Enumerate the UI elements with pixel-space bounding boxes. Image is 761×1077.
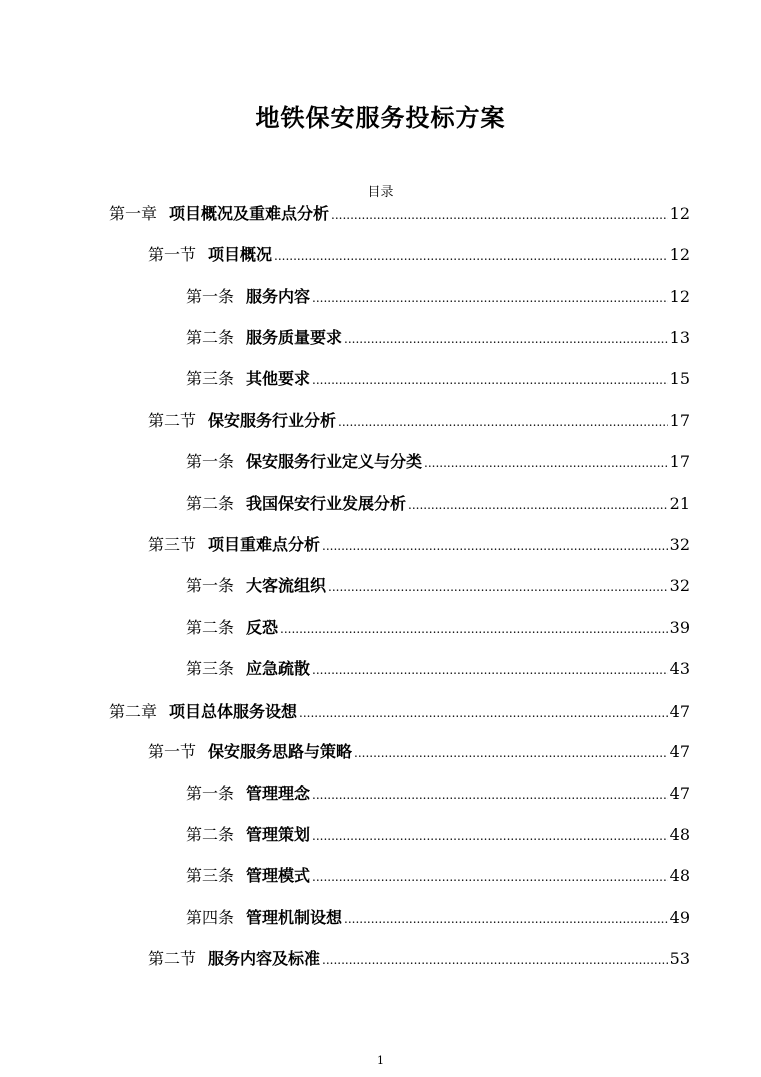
- toc-entry[interactable]: [186, 658, 690, 680]
- toc-entry-number: 第一节: [148, 245, 197, 264]
- toc-leader-dots: [312, 287, 668, 309]
- toc-entry-page: 12: [669, 287, 690, 306]
- toc-entry[interactable]: [186, 865, 690, 887]
- toc-entry-title: 管理理念: [246, 784, 311, 803]
- toc-leader-dots: [280, 618, 668, 640]
- toc-entry-title: 服务质量要求: [246, 328, 343, 347]
- toc-entry-title: 保安服务行业定义与分类: [246, 452, 423, 471]
- toc-entry-number: 第二条: [186, 618, 235, 637]
- toc-entry-title: 项目重难点分析: [208, 535, 321, 554]
- toc-entry-page: 47: [669, 742, 690, 761]
- toc-entry-number: 第一条: [186, 452, 235, 471]
- toc-entry[interactable]: [186, 824, 690, 846]
- toc-leader-dots: [312, 369, 668, 391]
- toc-entry-title: 管理策划: [246, 825, 311, 844]
- toc-leader-dots: [354, 742, 668, 764]
- toc-entry[interactable]: [186, 493, 690, 515]
- toc-entry-number: 第一条: [186, 784, 235, 803]
- toc-entry-title: 反恐: [246, 618, 279, 637]
- toc-entry-number: 第一条: [186, 287, 235, 306]
- toc-entry-number: 第二条: [186, 494, 235, 513]
- toc-entry[interactable]: [186, 368, 690, 390]
- toc-leader-dots: [424, 452, 668, 474]
- toc-leader-dots: [344, 908, 668, 930]
- toc-entry[interactable]: [148, 741, 690, 763]
- toc-entry-page: 21: [669, 494, 690, 513]
- toc-entry-number: 第三条: [186, 369, 235, 388]
- toc-entry-number: 第二节: [148, 949, 197, 968]
- toc-entry-page: 48: [669, 825, 690, 844]
- toc-entry[interactable]: [186, 783, 690, 805]
- toc-entry[interactable]: [186, 575, 690, 597]
- toc-leader-dots: [328, 576, 668, 598]
- toc-entry[interactable]: [186, 907, 690, 929]
- toc-entry-number: 第三节: [148, 535, 197, 554]
- toc-entry-page: 47: [669, 784, 690, 803]
- toc-entry-page: 17: [669, 452, 690, 471]
- toc-entry-number: 第三条: [186, 659, 235, 678]
- toc-leader-dots: [312, 659, 668, 681]
- toc-entry-title: 应急疏散: [246, 659, 311, 678]
- toc-entry[interactable]: [148, 244, 690, 266]
- toc-leader-dots: [344, 328, 668, 350]
- toc-heading: 目录: [367, 185, 394, 200]
- toc-leader-dots: [299, 702, 668, 724]
- toc-entry-page: 43: [669, 659, 690, 678]
- toc-entry[interactable]: [148, 410, 690, 432]
- toc-leader-dots: [312, 784, 668, 806]
- toc-entry-page: 17: [669, 411, 690, 430]
- toc-entry-page: 15: [669, 369, 690, 388]
- toc-entry[interactable]: [109, 701, 690, 723]
- toc-entry-page: 32: [669, 576, 690, 595]
- toc-leader-dots: [312, 866, 668, 888]
- toc-entry-title: 大客流组织: [246, 576, 327, 595]
- toc-entry-title: 项目概况及重难点分析: [169, 204, 330, 223]
- toc-entry-title: 项目总体服务设想: [169, 702, 298, 721]
- toc-entry-page: 47: [669, 702, 690, 721]
- toc-entry-page: 12: [669, 204, 690, 223]
- toc-leader-dots: [408, 494, 668, 516]
- toc-leader-dots: [322, 535, 668, 557]
- toc-entry-page: 39: [669, 618, 690, 637]
- toc-leader-dots: [331, 204, 668, 226]
- toc-entry-title: 我国保安行业发展分析: [246, 494, 407, 513]
- toc-leader-dots: [312, 825, 668, 847]
- toc-entry-page: 49: [669, 908, 690, 927]
- toc-entry-title: 管理机制设想: [246, 908, 343, 927]
- toc-leader-dots: [274, 245, 668, 267]
- toc-entry-number: 第二条: [186, 825, 235, 844]
- toc-leader-dots: [338, 411, 668, 433]
- toc-entry-number: 第三条: [186, 866, 235, 885]
- toc-entry-page: 12: [669, 245, 690, 264]
- toc-entry-title: 服务内容及标准: [208, 949, 321, 968]
- toc-entry[interactable]: [186, 617, 690, 639]
- toc-entry[interactable]: [186, 451, 690, 473]
- toc-entry-title: 其他要求: [246, 369, 311, 388]
- toc-entry-title: 管理模式: [246, 866, 311, 885]
- toc-entry-page: 32: [669, 535, 690, 554]
- toc-entry-number: 第一条: [186, 576, 235, 595]
- toc-entry[interactable]: [186, 286, 690, 308]
- toc-entry-number: 第四条: [186, 908, 235, 927]
- toc-entry-title: 保安服务行业分析: [208, 411, 337, 430]
- toc-entry-number: 第二章: [109, 702, 158, 721]
- toc-entry-number: 第二节: [148, 411, 197, 430]
- toc-entry-page: 13: [669, 328, 690, 347]
- toc-entry[interactable]: [109, 203, 690, 225]
- document-title: 地铁保安服务投标方案: [255, 103, 506, 132]
- toc-entry[interactable]: [186, 327, 690, 349]
- page-number: 1: [377, 1054, 384, 1067]
- toc-entry-number: 第二条: [186, 328, 235, 347]
- toc-entry-title: 保安服务思路与策略: [208, 742, 353, 761]
- toc-entry-title: 项目概况: [208, 245, 273, 264]
- toc-entry-page: 53: [669, 949, 690, 968]
- toc-entry[interactable]: [148, 948, 690, 970]
- toc-leader-dots: [322, 949, 668, 971]
- toc-entry-number: 第一章: [109, 204, 158, 223]
- toc-entry-number: 第一节: [148, 742, 197, 761]
- toc-entry-page: 48: [669, 866, 690, 885]
- toc-entry[interactable]: [148, 534, 690, 556]
- toc-entry-title: 服务内容: [246, 287, 311, 306]
